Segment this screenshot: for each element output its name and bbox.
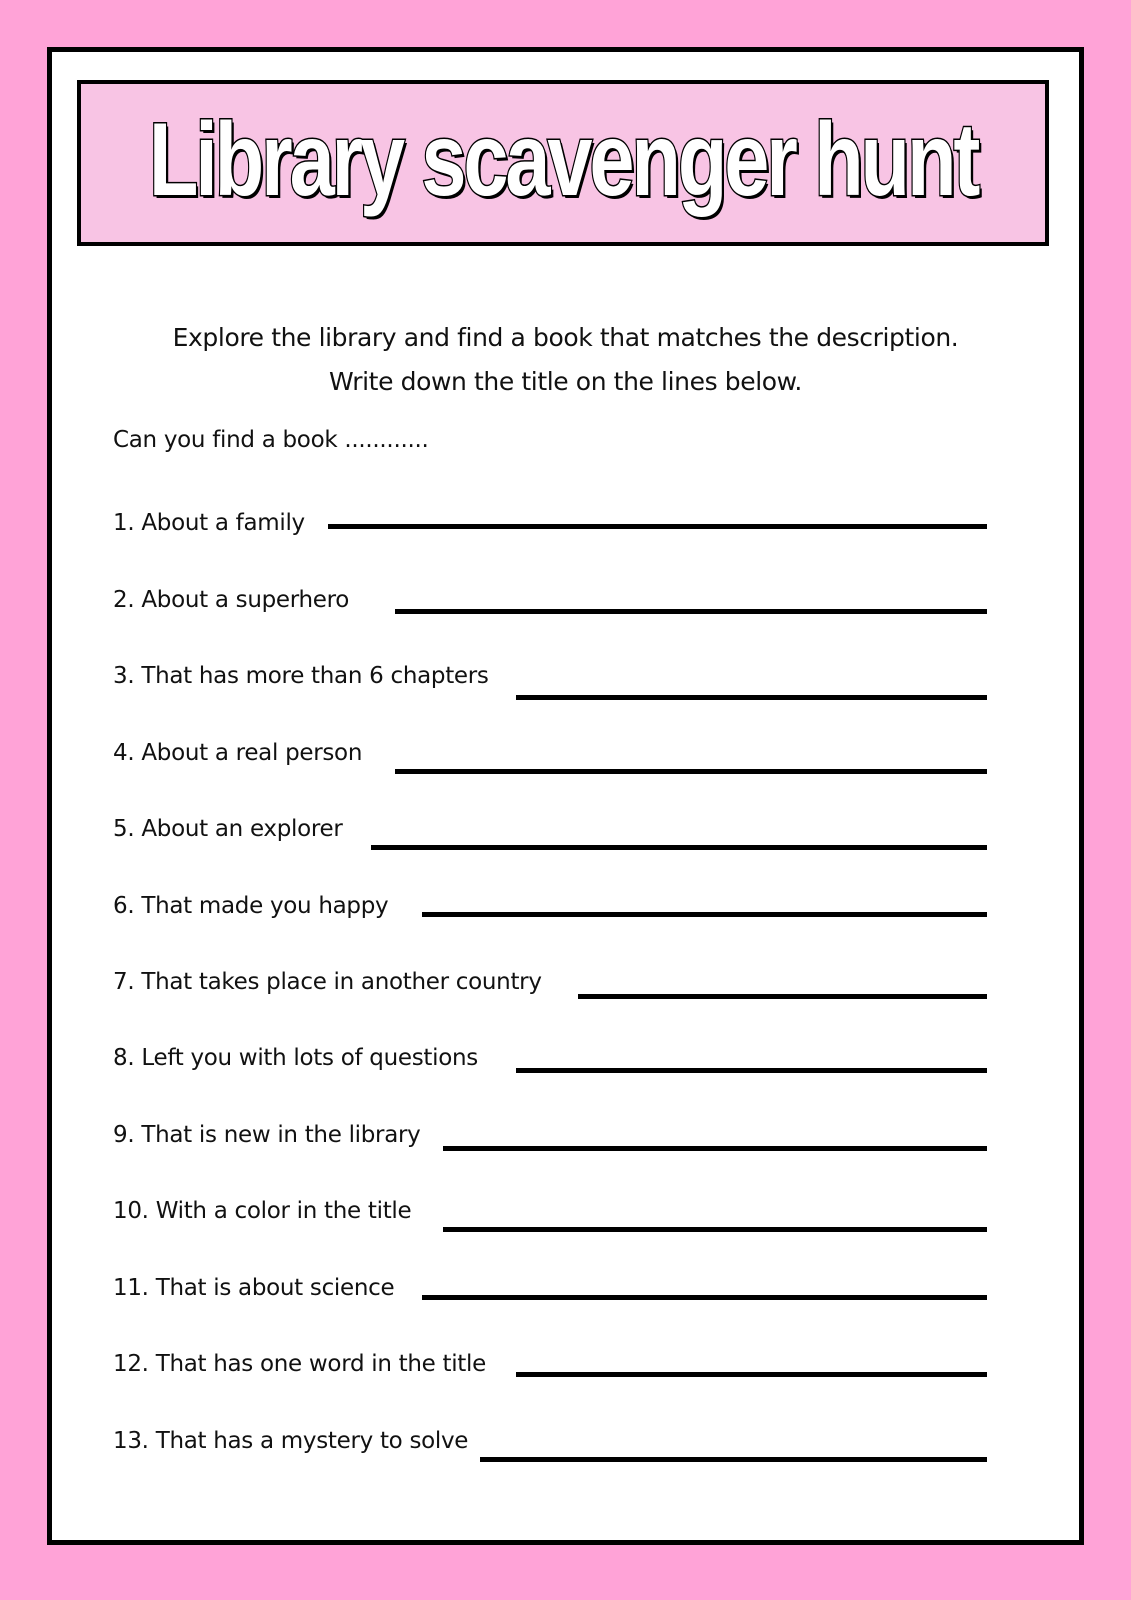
instructions — [60, 316, 1071, 404]
item-label: 8. Left you with lots of questions — [113, 1045, 478, 1071]
answer-line-4[interactable] — [395, 769, 987, 774]
instructions-line-2: Write down the title on the lines below. — [329, 367, 802, 396]
answer-line-12[interactable] — [516, 1372, 987, 1377]
item-label: 4. About a real person — [113, 740, 363, 766]
item-label: 3. That has more than 6 chapters — [113, 663, 489, 689]
answer-line-11[interactable] — [422, 1295, 987, 1300]
answer-line-6[interactable] — [422, 912, 987, 917]
answer-line-2[interactable] — [395, 609, 987, 614]
title-banner — [77, 80, 1049, 246]
answer-line-3[interactable] — [516, 695, 987, 700]
item-label: 12. That has one word in the title — [113, 1351, 486, 1377]
item-label: 5. About an explorer — [113, 816, 343, 842]
item-label: 2. About a superhero — [113, 587, 350, 613]
answer-line-7[interactable] — [578, 994, 987, 999]
prompt-text: Can you find a book ............ — [113, 427, 429, 453]
item-label: 6. That made you happy — [113, 893, 389, 919]
answer-line-1[interactable] — [328, 524, 987, 529]
item-label: 13. That has a mystery to solve — [113, 1428, 469, 1454]
item-label: 7. That takes place in another country — [113, 969, 542, 995]
answer-line-10[interactable] — [443, 1227, 987, 1232]
page-title: Library scavenger hunt — [148, 102, 978, 218]
worksheet-frame — [47, 47, 1084, 1545]
item-label: 1. About a family — [113, 510, 305, 536]
answer-line-9[interactable] — [443, 1146, 987, 1151]
item-label: 9. That is new in the library — [113, 1122, 421, 1148]
answer-line-8[interactable] — [516, 1068, 987, 1073]
answer-line-13[interactable] — [480, 1457, 987, 1462]
item-label: 10. With a color in the title — [113, 1198, 412, 1224]
instructions-line-1: Explore the library and find a book that matches the description. — [172, 323, 959, 352]
answer-line-5[interactable] — [371, 845, 987, 850]
item-label: 11. That is about science — [113, 1275, 395, 1301]
